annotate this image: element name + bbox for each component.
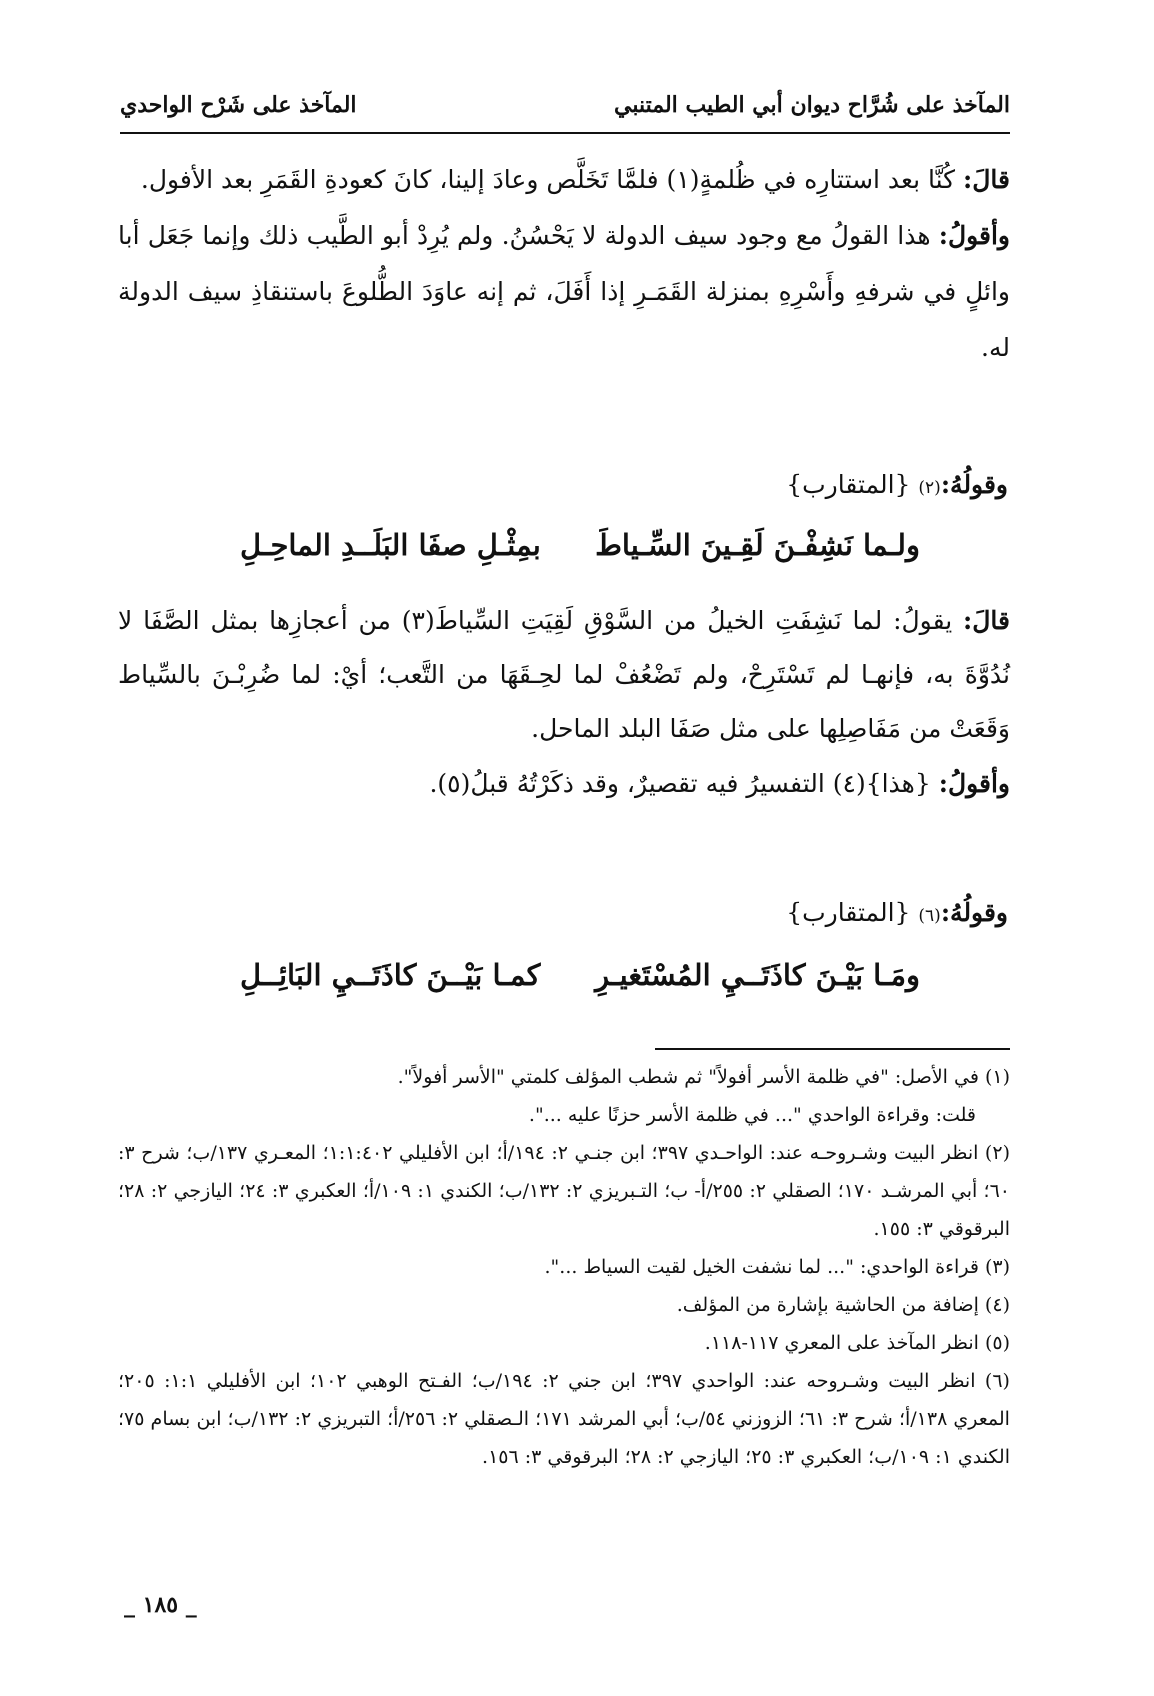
paragraph-text: يقولُ: لما نَشِفَتِ الخيلُ من السَّوْقِ لَقِيَتِ السِّياطَ(٣) من أعجازِها بمثل الصَّفَا لا نُدُوَّةَ به، فإنهـا لم تَسْتَرِحْ، ولم تَضْعُفْ لما لحِـقَهَا من التَّعب؛ أيْ: لما ضُرِبْـنَ بالسِّياط وَقَعَتْ من مَفَاصِلِها على مثل صَفَا البلد الماحل.: [118, 606, 1010, 743]
meter-name: {المتقارب}: [786, 898, 911, 927]
paragraph-text: {هذا}(٤) التفسيرُ فيه تقصيرٌ، وقد ذكَرْتُهُ قبلُ(٥).: [429, 769, 939, 798]
verse-hemistich-first: ولـما نَشِفْـنَ لَقِـينَ السِّـياطَ: [595, 528, 920, 562]
footnote-ref: (٢): [918, 478, 941, 498]
paragraph-2: [118, 208, 1010, 376]
header-section-title: المآخذ على شَرْح الواحدي: [120, 92, 357, 118]
header-book-title: المآخذ على شُرَّاح ديوان أبي الطيب المتنبي: [614, 92, 1010, 118]
paragraph-text: هذا القولُ مع وجود سيف الدولة لا يَحْسُنُ. ولم يُرِدْ أبو الطَّيب ذلك وإنما جَعَل أبا وائلٍ في شرفهِ وأَسْرِهِ بمنزلة القَمَـرِ إذا أَفَلَ، ثم إنه عاوَدَ الطُّلوعَ باستنقاذِ سيف الدولة له.: [118, 221, 1010, 362]
meter-name: {المتقارب}: [786, 470, 911, 499]
verse-2: [200, 958, 920, 1008]
paragraph-4: [118, 756, 1010, 812]
verse-intro-1: [786, 470, 1008, 499]
running-header: [120, 86, 1010, 134]
paragraph-3: [118, 594, 1010, 756]
footnote-ref: (٦): [918, 906, 941, 926]
paragraph-1: [118, 152, 1010, 208]
paragraph-lead: وأقولُ:: [938, 221, 1010, 250]
paragraph-lead: قالَ:: [963, 606, 1010, 635]
paragraph-lead: وأقولُ:: [938, 769, 1010, 798]
verse-intro-lead: وقولُهُ:: [940, 470, 1008, 499]
verse-intro-2: [786, 898, 1008, 927]
footnote-1: (١) في الأصل: "في ظلمة الأسر أفولاً" ثم شطب المؤلف كلمتي "الأسر أفولاً".: [397, 1066, 1010, 1088]
verse-hemistich-first: ومَـا بَيْـنَ كاذَتَــيِ المُسْتَغيـرِ: [595, 958, 920, 992]
footnote-6: (٦) انظر البيت وشـروحه عند: الواحدي ٣٩٧؛ ابن جني ٢: ١٩٤/ب؛ الفـتح الوهبي ١٠٢؛ ابن الأفليلي ١:١: ٢٠٥؛ المعري ١٣٨/أ؛ شرح ٣: ٦١؛ الزوزني ٥٤/ب؛ أبي المرشد ١٧١؛ الـصقلي ٢: ٢٥٦/أ؛ التبريزي ٢: ١٣٢/ب؛ ابن بسام ٧٥؛ الكندي ١: ١٠٩/ب؛ العكبري ٣: ٢٥؛ اليازجي ٢: ٢٨؛ البرقوقي ٣: ١٥٦.: [118, 1370, 1010, 1468]
verse-1: [200, 528, 920, 578]
footnote-1-continuation: قلت: وقراءة الواحدي "... في ظلمة الأسر حزنًا عليه ...".: [528, 1104, 976, 1126]
page-number: _ ١٨٥ _: [124, 1592, 197, 1618]
footnotes: [118, 1058, 1010, 1476]
paragraph-lead: قالَ:: [963, 165, 1010, 194]
paragraph-text: كُنَّا بعد استتارِه في ظُلمةٍ(١) فلمَّا تَخَلَّص وعادَ إلينا، كانَ كعودةِ القَمَرِ بعد الأفول.: [140, 165, 964, 194]
verse-hemistich-second: بمِثْـلِ صفَا البَلَــدِ الماحِـلِ: [240, 528, 541, 562]
footnote-5: (٥) انظر المآخذ على المعري ١١٧-١١٨.: [704, 1332, 1010, 1354]
footnote-separator: [655, 1048, 1010, 1050]
footnote-2: (٢) انظر البيت وشـروحـه عند: الواحـدي ٣٩٧؛ ابن جنـي ٢: ١٩٤/أ؛ ابن الأفليلي ١:١:٤٠٢؛ المعـري ١٣٧/ب؛ شرح ٣: ٦٠؛ أبي المرشـد ١٧٠؛ الصقلي ٢: ٢٥٥/أ- ب؛ التـبريزي ٢: ١٣٢/ب؛ الكندي ١: ١٠٩/أ؛ العكبري ٣: ٢٤؛ اليازجي ٢: ٢٨؛ البرقوقي ٣: ١٥٥.: [118, 1142, 1011, 1240]
verse-intro-lead: وقولُهُ:: [940, 898, 1008, 927]
verse-hemistich-second: كمـا بَيْــنَ كاذَتَــيِ البَائِــلِ: [240, 958, 541, 992]
footnote-3: (٣) قراءة الواحدي: "... لما نشفت الخيل لقيت السياط ...".: [544, 1256, 1010, 1278]
footnote-4: (٤) إضافة من الحاشية بإشارة من المؤلف.: [676, 1294, 1010, 1316]
